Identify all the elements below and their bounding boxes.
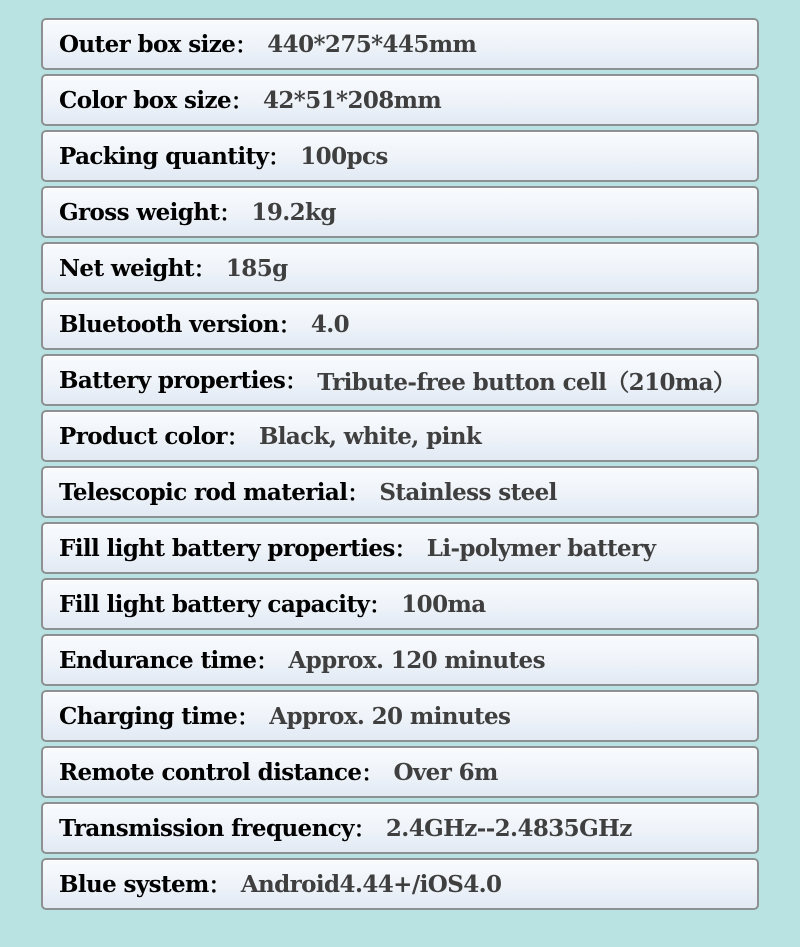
spec-value: 185g	[225, 254, 288, 282]
spec-row-endurance-time	[41, 634, 759, 686]
spec-value: 19.2kg	[251, 198, 336, 226]
spec-label: Gross weight	[59, 198, 220, 226]
spec-separator: ：	[268, 144, 291, 171]
spec-row-fill-light-battery-properties	[41, 522, 759, 574]
spec-separator: ：	[353, 816, 376, 843]
spec-label: Color box size	[59, 86, 231, 114]
spec-value: Stainless steel	[379, 478, 557, 506]
spec-label: Outer box size	[59, 30, 236, 58]
spec-separator: ：	[285, 368, 308, 395]
spec-row-net-weight	[41, 242, 759, 294]
spec-value: 100pcs	[300, 142, 388, 170]
spec-separator: ：	[193, 256, 216, 283]
spec-separator: ：	[235, 32, 258, 59]
spec-value: Tribute-free button cell（210ma）	[317, 368, 736, 396]
spec-label: Packing quantity	[59, 142, 269, 170]
spec-value: Android4.44+/iOS4.0	[240, 870, 502, 898]
spec-row-color-box-size	[41, 74, 759, 126]
spec-separator: ：	[256, 648, 279, 675]
spec-label: Net weight	[59, 254, 194, 282]
spec-list	[41, 18, 759, 914]
spec-separator: ：	[361, 760, 384, 787]
spec-row-battery-properties	[41, 354, 759, 406]
spec-value: Approx. 120 minutes	[288, 646, 545, 674]
spec-value: 440*275*445mm	[267, 30, 477, 58]
spec-row-fill-light-battery-capacity	[41, 578, 759, 630]
spec-row-remote-control-distance	[41, 746, 759, 798]
spec-value: 2.4GHz--2.4835GHz	[385, 814, 632, 842]
spec-row-packing-quantity	[41, 130, 759, 182]
spec-separator: ：	[369, 592, 392, 619]
spec-value: Over 6m	[393, 758, 498, 786]
spec-label: Product color	[59, 422, 227, 450]
spec-separator: ：	[219, 200, 242, 227]
spec-label: Remote control distance	[59, 758, 362, 786]
spec-row-outer-box-size	[41, 18, 759, 70]
spec-separator: ：	[208, 872, 231, 899]
spec-label: Transmission frequency	[59, 814, 354, 842]
spec-row-transmission-frequency	[41, 802, 759, 854]
spec-label: Endurance time	[59, 646, 257, 674]
spec-label: Bluetooth version	[59, 310, 279, 338]
spec-row-product-color	[41, 410, 759, 462]
spec-value: 4.0	[310, 310, 350, 338]
spec-value: 100ma	[401, 590, 486, 618]
spec-value: Li-polymer battery	[426, 534, 656, 562]
spec-row-telescopic-rod-material	[41, 466, 759, 518]
spec-row-gross-weight	[41, 186, 759, 238]
spec-row-bluetooth-version	[41, 298, 759, 350]
spec-value: Approx. 20 minutes	[269, 702, 511, 730]
spec-row-blue-system	[41, 858, 759, 910]
spec-label: Telescopic rod material	[59, 478, 348, 506]
spec-separator: ：	[230, 88, 253, 115]
spec-separator: ：	[278, 312, 301, 339]
spec-separator: ：	[226, 424, 249, 451]
spec-value: Black, white, pink	[258, 422, 482, 450]
spec-label: Fill light battery properties	[59, 534, 395, 562]
spec-separator: ：	[347, 480, 370, 507]
spec-row-charging-time	[41, 690, 759, 742]
spec-label: Fill light battery capacity	[59, 590, 370, 618]
spec-separator: ：	[394, 536, 417, 563]
spec-value: 42*51*208mm	[263, 86, 442, 114]
spec-separator: ：	[237, 704, 260, 731]
spec-label: Blue system	[59, 870, 209, 898]
spec-label: Battery properties	[59, 366, 286, 394]
spec-label: Charging time	[59, 702, 238, 730]
